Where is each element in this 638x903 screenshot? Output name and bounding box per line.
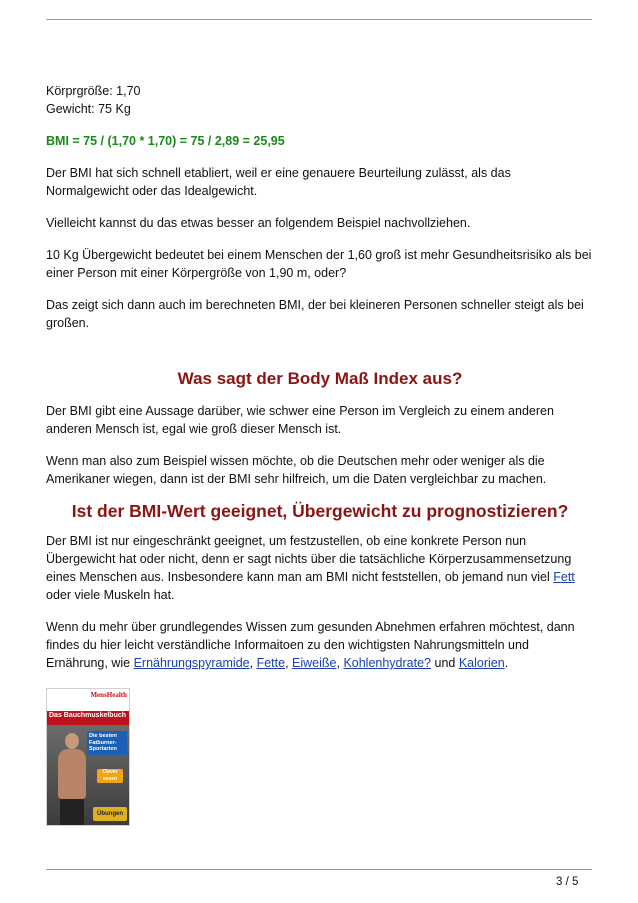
book-title: Das Bauchmuskelbuch	[49, 712, 127, 719]
link-ernaehrungspyramide[interactable]: Ernährungspyramide	[133, 656, 250, 670]
page-content	[46, 82, 594, 686]
comma-separator: ,	[285, 656, 293, 670]
paragraph-4: Das zeigt sich dann auch im berechneten BMI, der bei kleineren Personen schneller steigt als bei großen.	[46, 298, 584, 330]
page-number: 3 / 5	[556, 876, 579, 888]
book-model-figure	[55, 733, 89, 825]
weight-line: Gewicht: 75 Kg	[46, 102, 131, 116]
book-title-band	[47, 711, 129, 725]
paragraph-3: 10 Kg Übergewicht bedeutet bei einem Menschen der 1,60 groß ist mehr Gesundheitsrisiko als bei einer Person mit einer Körpergröße von 1,90 m, oder?	[46, 248, 592, 280]
footer-rule	[46, 869, 592, 870]
book-top-band	[47, 689, 129, 711]
end-dot: .	[504, 656, 509, 670]
link-fette[interactable]: Fette	[256, 656, 286, 670]
section2-p2-text: Wenn du mehr über grundlegendes Wissen zum gesunden Abnehmen erfahren möchtest, dann findes du hier leicht verständliche Informaitoen zu den wichtigsten Nahrungsmitteln und Ernährung, wie	[46, 620, 575, 670]
book-badge: Die besten Fatburner-Sportarten	[87, 731, 127, 755]
link-kohlenhydrate[interactable]: Kohlenhydrate?	[343, 656, 432, 670]
book-photo	[47, 725, 129, 825]
section2-paragraph-2	[46, 618, 594, 672]
link-fett[interactable]: Fett	[553, 570, 575, 584]
section1-paragraph-1: Der BMI gibt eine Aussage darüber, wie schwer eine Person im Vergleich zu einem anderen anderen Mensch ist, egal wie groß dieser Mensch ist.	[46, 404, 554, 436]
link-eiweisse[interactable]: Eiweiße	[292, 656, 337, 670]
bmi-formula: BMI = 75 / (1,70 * 1,70) = 75 / 2,89 = 25,95	[46, 134, 285, 148]
und-separator: und	[431, 656, 459, 670]
section2-paragraph-1	[46, 532, 594, 604]
section-heading-bmi-meaning: Was sagt der Body Maß Index aus?	[177, 369, 463, 388]
header-rule	[46, 19, 592, 20]
book-footer-badge: Übungen	[93, 807, 127, 821]
bmi-example-block	[46, 82, 594, 118]
comma-separator: ,	[249, 656, 257, 670]
link-kalorien[interactable]: Kalorien	[458, 656, 505, 670]
comma-separator: ,	[336, 656, 344, 670]
section-heading-bmi-prognosis: Ist der BMI-Wert geeignet, Übergewicht zu prognostizieren?	[71, 501, 569, 521]
book-publisher: MensHealth	[90, 691, 127, 699]
book-cover-image[interactable]	[46, 688, 130, 826]
paragraph-2: Vielleicht kannst du das etwas besser an folgendem Beispiel nachvollziehen.	[46, 216, 471, 230]
section2-p1-text: Der BMI ist nur eingeschränkt geeignet, um festzustellen, ob eine konkrete Person nun Übergewicht hat oder nicht, denn er sagt nichts über die tatsächliche Körperzusammensetzung eines Menschen aus. Insbesondere kann man am BMI nicht feststellen, ob jemand nun viel	[46, 534, 572, 584]
height-line: Körprgröße: 1,70	[46, 84, 141, 98]
section1-paragraph-2: Wenn man also zum Beispiel wissen möchte, ob die Deutschen mehr oder weniger als die Amerikaner wiegen, dann ist der BMI sehr hilfreich, um die Daten vergleichbar zu machen.	[46, 454, 547, 486]
section2-p1-end: oder viele Muskeln hat.	[46, 588, 175, 602]
book-sticker: Clever essen	[97, 769, 123, 783]
paragraph-1: Der BMI hat sich schnell etabliert, weil er eine genauere Beurteilung zulässt, als das Normalgewicht oder das Idealgewicht.	[46, 166, 511, 198]
